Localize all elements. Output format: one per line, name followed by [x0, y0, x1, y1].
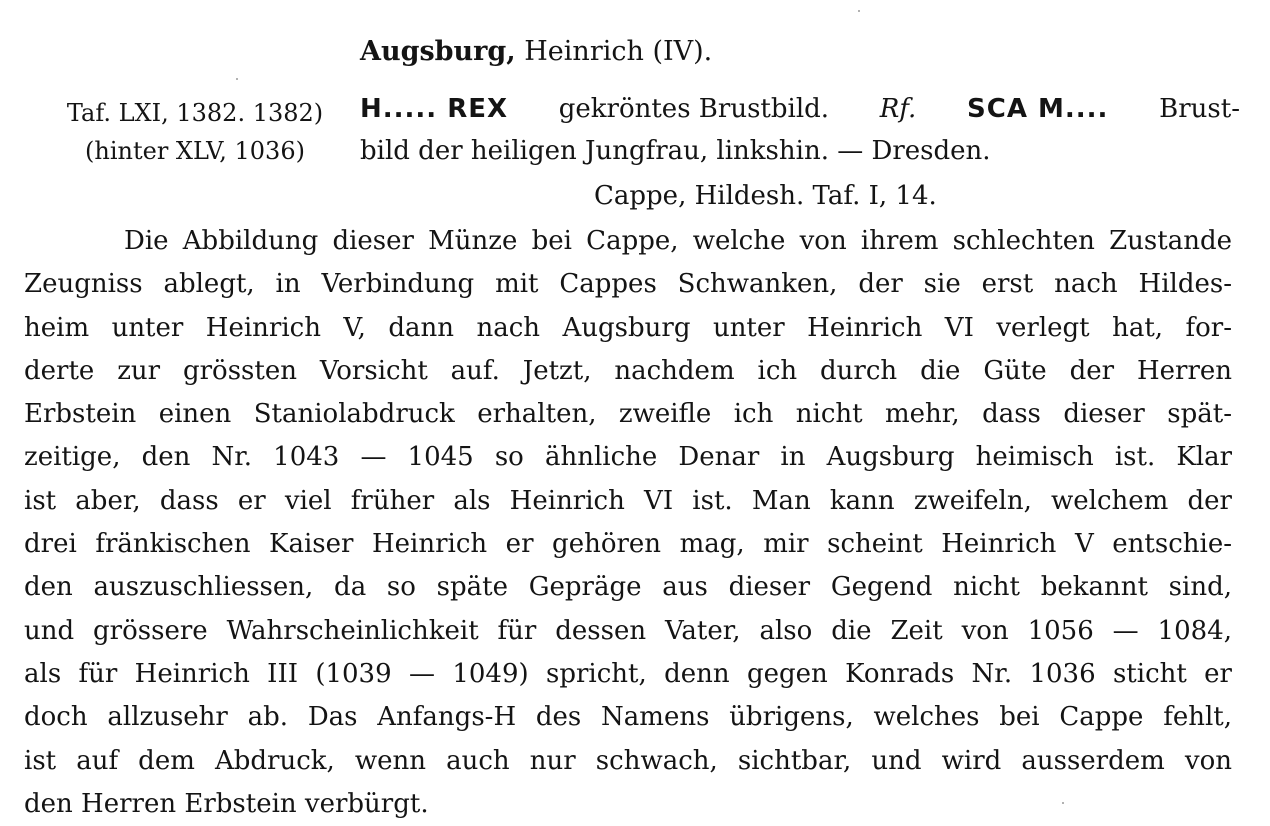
commentary-line: derte zur grössten Vorsicht auf. Jetzt, nachdem ich durch die Güte der Herren	[24, 355, 1232, 386]
scan-speck	[236, 78, 238, 80]
commentary-line: als für Heinrich III (1039 — 1049) spricht, denn gegen Konrads Nr. 1036 sticht er	[24, 658, 1232, 689]
plate-ref-line-2: (hinter XLV, 1036)	[85, 137, 305, 165]
plate-reference	[40, 94, 350, 170]
entry-heading	[360, 32, 712, 72]
commentary-line: doch allzusehr ab. Das Anfangs-H des Namens übrigens, welches bei Cappe fehlt,	[24, 702, 1232, 733]
commentary-line: ist auf dem Abdruck, wenn auch nur schwach, sichtbar, und wird ausserdem von	[24, 745, 1232, 776]
heading-ruler: Heinrich (IV).	[524, 36, 713, 67]
commentary	[24, 220, 1232, 826]
commentary-line: zeitige, den Nr. 1043 — 1045 so ähnliche Denar in Augsburg heimisch ist. Klar	[24, 442, 1232, 473]
coin-description	[360, 88, 1240, 172]
description-line-1	[360, 88, 1240, 130]
commentary-line: drei fränkischen Kaiser Heinrich er gehören mag, mir scheint Heinrich V entschie-	[24, 529, 1232, 560]
obverse-legend: H..... REX	[360, 94, 509, 124]
commentary-line: Zeugniss ablegt, in Verbindung mit Cappes Schwanken, der sie erst nach Hildes-	[24, 269, 1232, 300]
commentary-line: Die Abbildung dieser Münze bei Cappe, welche von ihrem schlechten Zustande	[124, 226, 1232, 256]
scan-speck	[858, 10, 860, 12]
scan-speck	[1062, 802, 1064, 804]
commentary-line: heim unter Heinrich V, dann nach Augsburg unter Heinrich VI verlegt hat, for-	[24, 312, 1232, 343]
commentary-line: Erbstein einen Staniolabdruck erhalten, zweifle ich nicht mehr, dass dieser spät-	[24, 399, 1232, 430]
commentary-line: den auszuschliessen, da so späte Gepräge aus dieser Gegend nicht bekannt sind,	[24, 572, 1232, 603]
description-line-2	[360, 130, 1240, 172]
commentary-line: den Herren Erbstein verbürgt.	[24, 788, 429, 819]
reverse-text-start: Brust-	[1159, 94, 1240, 124]
reverse-text-end: bild der heiligen Jungfrau, linkshin. — Dresden.	[360, 136, 991, 166]
plate-ref-line-1: Taf. LXI, 1382. 1382)	[66, 99, 324, 127]
citation: Cappe, Hildesh. Taf. I, 14.	[594, 181, 937, 211]
reverse-label: Rf.	[879, 94, 917, 124]
obverse-text: gekröntes Brustbild.	[558, 94, 830, 124]
reverse-legend: SCA M....	[967, 94, 1109, 124]
heading-place: Augsburg,	[360, 36, 516, 67]
commentary-line: und grössere Wahrscheinlichkeit für dessen Vater, also die Zeit von 1056 — 1084,	[24, 615, 1232, 646]
commentary-line: ist aber, dass er viel früher als Heinrich VI ist. Man kann zweifeln, welchem der	[24, 485, 1232, 516]
